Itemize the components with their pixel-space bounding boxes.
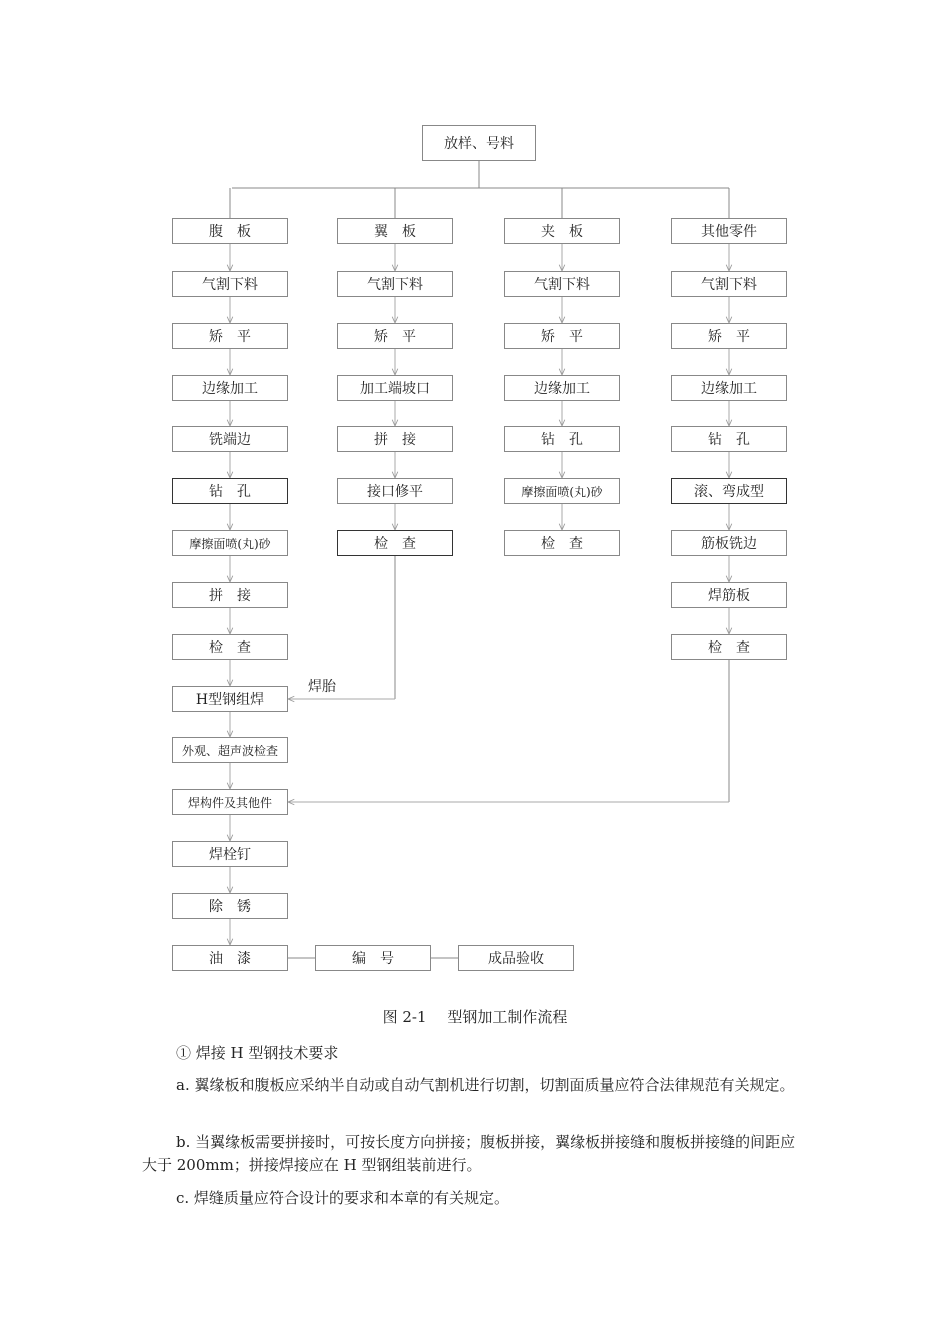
step-col2-4: 加工端坡口: [337, 375, 453, 401]
step-col4-5: 钻 孔: [671, 426, 787, 452]
step-col4-8: 焊筋板: [671, 582, 787, 608]
step-col4-4: 边缘加工: [671, 375, 787, 401]
step-col1-5: 铣端边: [172, 426, 288, 452]
final-step-2: 成品验收: [458, 945, 574, 971]
step-col4-6: 滚、弯成型: [671, 478, 787, 504]
step-col2-7: 检 查: [337, 530, 453, 556]
step-col2-3: 矫 平: [337, 323, 453, 349]
step-col1-7: 摩擦面喷(丸)砂: [172, 530, 288, 556]
step-col1-6: 钻 孔: [172, 478, 288, 504]
step-col2-2: 气割下料: [337, 271, 453, 297]
figure-caption: [0, 1006, 950, 1027]
step-col2-1: 翼 板: [337, 218, 453, 244]
step-col3-4: 边缘加工: [504, 375, 620, 401]
step-col1-3: 矫 平: [172, 323, 288, 349]
paragraph-c: c. 焊缝质量应符合设计的要求和本章的有关规定。: [176, 1189, 509, 1207]
step-col3-5: 钻 孔: [504, 426, 620, 452]
final-step-1: 编 号: [315, 945, 431, 971]
weld-fixture-label: 焊胎: [308, 679, 336, 695]
step-col4-9: 检 查: [671, 634, 787, 660]
step-col3-3: 矫 平: [504, 323, 620, 349]
main-step-5: 除 锈: [172, 893, 288, 919]
figure-title: 型钢加工制作流程: [447, 1008, 568, 1026]
section-heading: ① 焊接 H 型钢技术要求: [176, 1044, 339, 1062]
figure-number: 图 2-1: [382, 1008, 427, 1026]
step-col2-6: 接口修平: [337, 478, 453, 504]
main-step-4: 焊栓钉: [172, 841, 288, 867]
main-step-6: 油 漆: [172, 945, 288, 971]
top-step-box: 放样、号料: [422, 125, 536, 161]
step-col4-7: 筋板铣边: [671, 530, 787, 556]
step-col1-2: 气割下料: [172, 271, 288, 297]
step-col1-8: 拼 接: [172, 582, 288, 608]
main-step-1: H型钢组焊: [172, 686, 288, 712]
paragraph-a: a. 翼缘板和腹板应采纳半自动或自动气割机进行切割，切割面质量应符合法律规范有关规定。: [176, 1076, 795, 1094]
main-step-2: 外观、超声波检查: [172, 737, 288, 763]
step-col4-3: 矫 平: [671, 323, 787, 349]
step-col1-1: 腹 板: [172, 218, 288, 244]
step-col3-6: 摩擦面喷(丸)砂: [504, 478, 620, 504]
step-col4-2: 气割下料: [671, 271, 787, 297]
step-col2-5: 拼 接: [337, 426, 453, 452]
paragraph-b: b. 当翼缘板需要拼接时，可按长度方向拼接；腹板拼接，翼缘板拼接缝和腹板拼接缝的间距应大于 200mm；拼接焊接应在 H 型钢组装前进行。: [142, 1133, 796, 1174]
step-col3-7: 检 查: [504, 530, 620, 556]
step-col1-9: 检 查: [172, 634, 288, 660]
step-col3-2: 气割下料: [504, 271, 620, 297]
step-col4-1: 其他零件: [671, 218, 787, 244]
step-col3-1: 夹 板: [504, 218, 620, 244]
step-col1-4: 边缘加工: [172, 375, 288, 401]
main-step-3: 焊构件及其他件: [172, 789, 288, 815]
